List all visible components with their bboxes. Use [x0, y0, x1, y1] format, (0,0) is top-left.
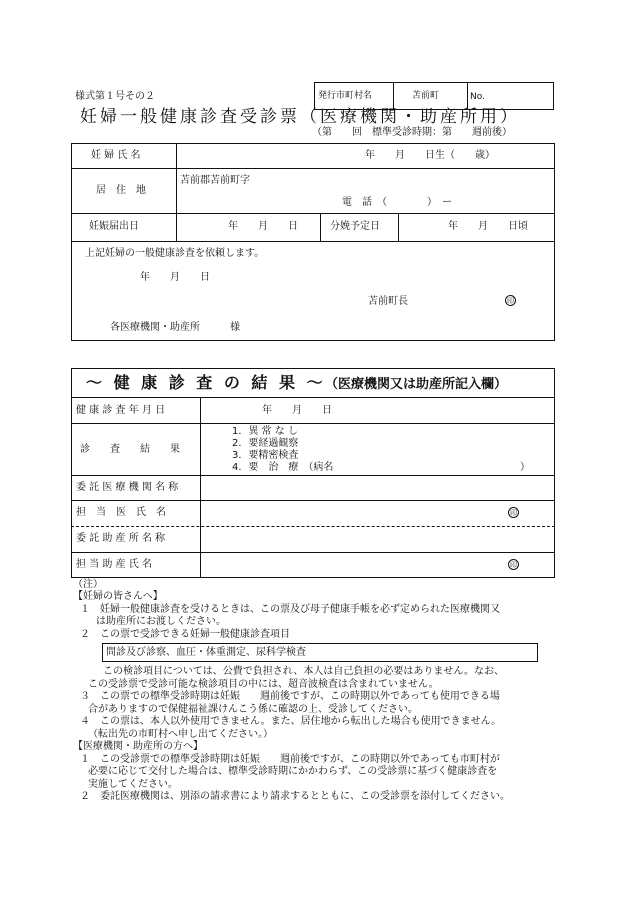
clinic-note-1b: 必要に応じて交付した場合は、標準受診時期にかかわらず、この受診票に基づく健康診査を: [88, 766, 498, 777]
result-option: 2．要経過観察: [232, 438, 299, 449]
note-3b: 合がありますので保健福祉課けんこう係に確認の上、受診してください。: [88, 704, 418, 715]
result-form: [71, 368, 555, 578]
number-label: No.: [470, 92, 485, 102]
clinic-note-2: ２ 委託医療機関は、別添の請求書により請求するとともに、この受診票を添付してください。: [80, 791, 510, 802]
note-2c: この検診項目については、公費で負担され、本人は自己負担の必要はありません。なお、: [103, 666, 504, 677]
doctor-name-label: 担 当 医 氏 名: [76, 507, 166, 518]
clinic-heading: 【医療機関・助産所の方へ】: [73, 741, 203, 752]
due-date-value: 年 月 日頃: [448, 221, 528, 232]
note-4a: ４ この票は、本人以外使用できません。また、居住地から転出した場合も使用できません。: [80, 716, 502, 727]
result-option: 4．要 治 療 （病名: [232, 462, 334, 473]
issuer-label: 発行市町村名: [318, 91, 373, 101]
exam-date-value: 年 月 日: [262, 405, 332, 416]
note-1a: １ 妊婦一般健康診査を受けるときは、この票及び母子健康手帳を必ず定められた医療機関又: [80, 604, 500, 615]
notice-date-value: 年 月 日: [228, 221, 298, 232]
note-2d: この受診票で受診可能な検診項目の中には、超音波検査は含まれていません。: [88, 679, 439, 690]
pregnant-heading: 【妊婦の皆さんへ】: [73, 591, 163, 602]
note-2: ２ この票で受診できる妊婦一般健康診査項目: [80, 629, 290, 640]
form-id: 様式第１号その２: [75, 91, 155, 102]
request-form: [71, 143, 555, 341]
mayor-name: 苫前町長: [368, 296, 408, 307]
notes-heading: （注）: [73, 579, 103, 590]
doctor-seal: 印: [510, 509, 517, 517]
addressee: 各医療機関・助産所 様: [110, 322, 240, 333]
note-1b: は助産所にお渡しください。: [96, 616, 226, 627]
result-option: 3．要精密検査: [232, 450, 299, 461]
address-value: 苫前郡苫前町字: [180, 175, 250, 186]
result-title: ～ 健 康 診 査 の 結 果 ～: [86, 373, 326, 392]
clinic-note-1a: １ この受診票での標準受診時期は妊娠 週前後ですが、この時期以外であっても市町村が: [80, 754, 500, 765]
result-label: 診 査 結 果: [80, 444, 180, 455]
exam-date-label: 健 康 診 査 年 月 日: [76, 405, 166, 416]
request-date: 年 月 日: [140, 272, 210, 283]
address-label: 居 住 地: [96, 185, 146, 196]
result-paren-close: ）: [520, 462, 530, 473]
clinic-note-1c: 実施してください。: [88, 779, 178, 790]
form-title: 妊婦一般健康診査受診票（医療機関・助産所用）: [80, 107, 520, 127]
birth-date-label: 年 月 日生（ 歳）: [365, 150, 495, 161]
form-subtitle: （第 回 標準受診時期：第 週前後）: [312, 127, 512, 138]
midwife-seal: 印: [510, 561, 517, 569]
phone-label: 電 話 （ ） ー: [342, 197, 452, 208]
due-date-label: 分娩予定日: [330, 221, 380, 232]
midwife-name-label: 担 当 助 産 氏 名: [76, 559, 152, 570]
note-3a: ３ この票での標準受診時期は妊娠 週前後ですが、この時期以外であっても使用できる場: [80, 691, 500, 702]
mayor-seal: 印: [507, 297, 514, 305]
medical-institution-label: 委 託 医 療 機 関 名 称: [76, 482, 179, 493]
pregnant-name-label: 妊 婦 氏 名: [91, 150, 141, 161]
request-text: 上記妊婦の一般健康診査を依頼します。: [85, 248, 265, 259]
result-title-note: （医療機関又は助産所記入欄）: [325, 377, 508, 392]
exam-items: 問診及び診察、血圧・体重測定、尿科学検査: [106, 647, 306, 658]
issuer-value: 苫前町: [412, 91, 440, 101]
notice-date-label: 妊娠届出日: [89, 221, 139, 232]
result-option: 1．異 常 な し: [232, 426, 298, 437]
note-4b: （転出先の市町村へ申し出てください。）: [88, 729, 273, 740]
midwifery-label: 委 託 助 産 所 名 称: [76, 533, 166, 544]
